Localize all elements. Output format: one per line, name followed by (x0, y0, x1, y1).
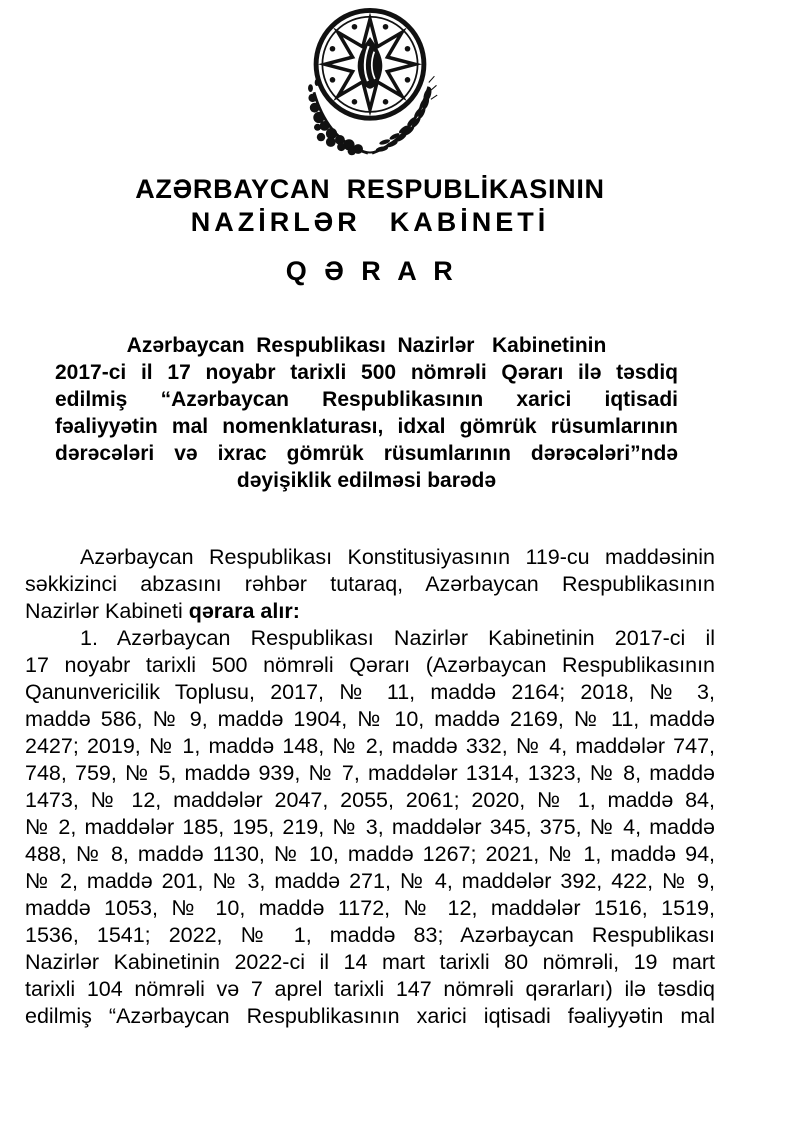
body-line: 17 noyabr tarixli 500 nömrəli Qərarı (Azərbaycan Respublikasının (25, 653, 715, 677)
body-line: 1473, № 12, maddələr 2047, 2055, 2061; 2020, № 1, maddə 84, (25, 788, 715, 812)
title-line: edilmiş “Azərbaycan Respublikasının xarici iqtisadi (55, 388, 678, 411)
organization-name-line2: NAZİRLƏR KABİNETİ (190, 207, 550, 237)
body-line: edilmiş “Azərbaycan Respublikasının xarici iqtisadi fəaliyyətin mal (25, 1004, 715, 1028)
body-line: maddə 1053, № 10, maddə 1172, № 12, maddələr 1516, 1519, (25, 896, 715, 920)
body-line: Nazirlər Kabinetinin 2022-ci il 14 mart tarixli 80 nömrəli, 19 mart (25, 950, 715, 974)
resolution-clause-normal: Nazirlər Kabineti (25, 599, 189, 623)
body-line: № 2, maddələr 185, 195, 219, № 3, maddələr 345, 375, № 4, maddə (25, 815, 715, 839)
document-type-heading: Q Ə R A R (285, 256, 455, 286)
body-line: maddə 586, № 9, maddə 1904, № 10, maddə 2169, № 11, maddə (25, 707, 715, 731)
decree-body (25, 544, 715, 1030)
title-line: dərəcələri və ixrac gömrük rüsumlarının dərəcələri”ndə (55, 442, 678, 465)
body-line: 1. Azərbaycan Respublikası Nazirlər Kabinetinin 2017-ci il (80, 626, 715, 650)
coat-of-arms-emblem (25, 4, 715, 161)
body-line: 488, № 8, maddə 1130, № 10, maddə 1267; 2021, № 1, maddə 94, (25, 842, 715, 866)
resolution-clause-bold: qərara alır: (188, 599, 300, 623)
body-line: 1536, 1541; 2022, № 1, maddə 83; Azərbaycan Respublikası (25, 923, 715, 947)
body-line: 748, 759, № 5, maddə 939, № 7, maddələr 1314, 1323, № 8, maddə (25, 761, 715, 785)
body-line: tarixli 104 nömrəli və 7 aprel tarixli 147 nömrəli qərarları) ilə təsdiq (25, 977, 715, 1001)
title-line: Azərbaycan Respublikası Nazirlər Kabinetinin (126, 334, 607, 357)
title-line: dəyişiklik edilməsi barədə (236, 469, 497, 492)
body-line: səkkizinci abzasını rəhbər tutaraq, Azərbaycan Respublikasının (25, 572, 715, 596)
resolution-clause-line (25, 598, 715, 625)
organization-name-line1: AZƏRBAYCAN RESPUBLİKASININ (135, 174, 605, 204)
body-line: № 2, maddə 201, № 3, maddə 271, № 4, maddələr 392, 422, № 9, (25, 869, 715, 893)
decree-title (55, 332, 678, 494)
body-line: Azərbaycan Respublikası Konstitusiyasının 119-cu maddəsinin (80, 545, 715, 569)
title-line: 2017-ci il 17 noyabr tarixli 500 nömrəli Qərarı ilə təsdiq (55, 361, 678, 384)
body-line: Qanunvericilik Toplusu, 2017, № 11, maddə 2164; 2018, № 3, (25, 680, 715, 704)
azerbaijan-coat-of-arms-icon (300, 4, 440, 161)
title-line: fəaliyyətin mal nomenklaturası, idxal gömrük rüsumlarının (55, 415, 678, 438)
body-line: 2427; 2019, № 1, maddə 148, № 2, maddə 332, № 4, maddələr 747, (25, 734, 715, 758)
